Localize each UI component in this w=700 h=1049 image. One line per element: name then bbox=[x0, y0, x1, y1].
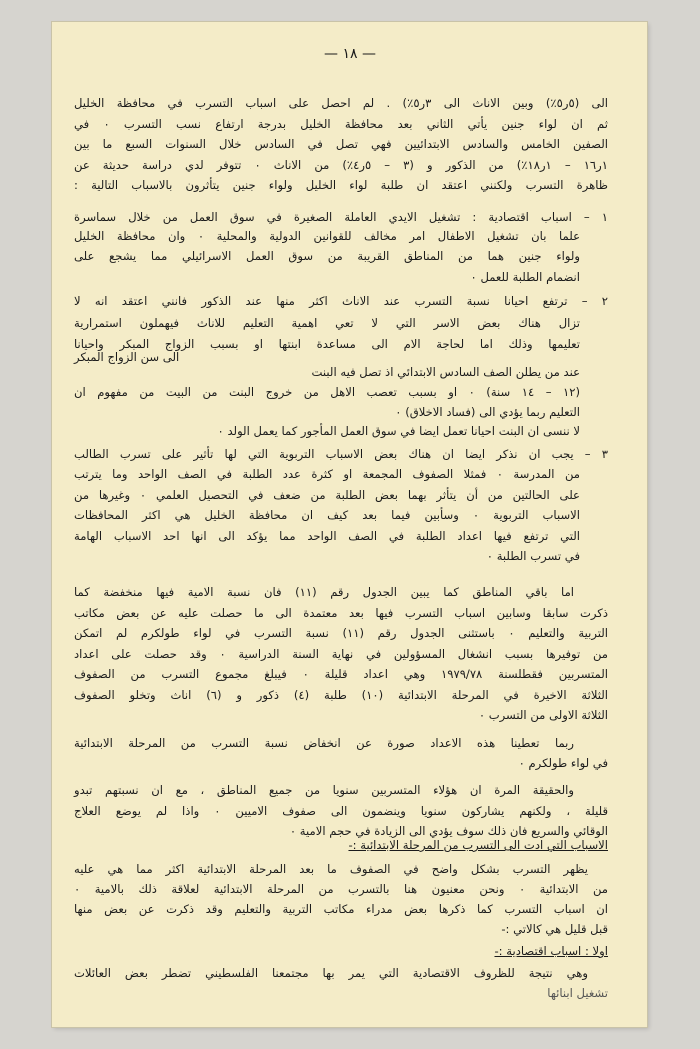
text-line: المتسربين فقطلسنة ١٩٧٩/٧٨ وهي اعداد قليلة ٠ فيبلغ مجموع التسرب من الصفوف bbox=[74, 667, 608, 681]
text-line: ٢ – ترتفع احيانا نسبة التسرب عند الاناث اكثر منها عند الذكور فانني اعتقد انه لا bbox=[74, 294, 608, 308]
text-line: علما بان تشغيل الاطفال امر مخالف للقوانين الدولية والمحلية ٠ وان محافظة الخليل bbox=[74, 229, 580, 243]
text-line: التي ترتفع فيها اعداد الطلبة في الصف الواحد مما يؤكد الى انها احد الاسباب الهامة bbox=[74, 529, 580, 543]
text-line: ذكرت سابقا وسابين اسباب التسرب فيها بعد معتمدة الى ما حصلت عليه عن بعض مكاتب bbox=[74, 606, 608, 620]
text-line: (١٢ – ١٤ سنة) ٠ او بسبب تعصب الاهل من خروج البنت من البيت من مفهوم ان bbox=[74, 385, 581, 399]
text-line: قليلة ، ولكنهم يشاركون سنويا وينضمون الى صفوف الاميين ٠ واذا لم يوضع العلاج bbox=[74, 804, 608, 818]
text-line: الثلاثة الاولى من التسرب ٠ bbox=[478, 708, 608, 722]
text-line: ٣ – يجب ان نذكر ايضا ان هناك بعض الاسباب التربوية التي لها تأثير على تسرب الطالب bbox=[74, 447, 608, 461]
text-line: الى سن الزواج المبكر bbox=[74, 350, 180, 364]
text-line: ١ – اسباب اقتصادية : تشغيل الايدي العاملة الصغيرة في سوق العمل من خلال سماسرة bbox=[74, 210, 608, 224]
text-line: الثلاثة الاخيرة في المرحلة الابتدائية (١٠) طلبة (٤) ذكور و (٦) اناث وتخلو الصفوف bbox=[74, 688, 608, 702]
text-line: تشغيل ابنائها bbox=[547, 986, 608, 1000]
text-line: اما باقي المناطق كما يبين الجدول رقم (١١) فان نسبة الامية فيها منخفضة كما bbox=[74, 585, 575, 599]
text-line: ان اسباب التسرب كما ذكرها بعض مدراء مكاتب التربية والتعليم وقد ذكرت عن بعض منها bbox=[74, 902, 608, 916]
text-line: ١ر١٦ – ١ر١٨٪) من الذكور و (٣ – ٥ر٤٪) من الاناث ٠ تتوفر لدي دراسة حديثة عن bbox=[74, 158, 608, 172]
text-line: الصفين الخامس والسادس الابتدائيين فهي تصل في السادس خلال السنوات السبع ما بين bbox=[74, 137, 608, 151]
text-line: على الحالتين من أن يتأثر بهما بعض الطلبة من ضعف في التحصيل العلمي ٠ وغيرها من bbox=[74, 488, 580, 502]
text-line: الاسباب التربوية ٠ وسأبين فيما بعد كيف ان محافظة الخليل هي اكثر المحافظات bbox=[74, 508, 581, 522]
text-line: ثم ان لواء جنين يأتي الثاني بعد محافظة الخليل بدرجة ارتفاع نسب التسرب ٠ في bbox=[74, 117, 608, 131]
text-line: عند من يطلن الصف السادس الابتدائي اذ تصل فيه البنت bbox=[311, 365, 580, 379]
text-line: التعليم ربما يؤدي الى (فساد الاخلاق) ٠ bbox=[395, 405, 580, 419]
section-heading: الاسباب التي ادت الى التسرب من المرحلة الابتدائية :- bbox=[348, 838, 608, 852]
text-line: في لواء طولكرم ٠ bbox=[518, 756, 608, 770]
text-line: ولواء جنين هما من المناطق القريبة من سوق العمل الاسرائيلي مما يشجع على bbox=[74, 249, 580, 263]
text-line: والحقيقة المرة ان هؤلاء المتسربين سنويا من جميع المناطق ، مع ان نسبتهم تبدو bbox=[74, 783, 574, 797]
document-page bbox=[52, 22, 647, 1027]
text-line: قبل قليل هي كالاتي :- bbox=[501, 922, 608, 936]
text-line: ربما تعطينا هذه الاعداد صورة عن انخفاض نسبة التسرب من المرحلة الابتدائية bbox=[74, 736, 574, 750]
text-line: من المدرسة ٠ فمثلا الصفوف المجمعة او كثرة عدد الطلبة في الصف الواحد وما يترتب bbox=[74, 467, 580, 481]
subsection-heading: اولا : اسباب اقتصادية :- bbox=[494, 944, 608, 958]
text-line: في تسرب الطلبة ٠ bbox=[486, 549, 580, 563]
text-line: تعليمها وذلك اما لحاجة الام الى مساعدة ابنتها او بسبب الزواج المبكر واحيانا bbox=[74, 337, 580, 351]
text-line: انضمام الطلبة للعمل ٠ bbox=[470, 270, 580, 284]
text-line: من الابتدائية ٠ ونحن معنيون هنا بالتسرب من المرحلة الابتدائية لعلاقة ذلك بالامية ٠ bbox=[74, 882, 608, 896]
text-line: وهي نتيجة للظروف الاقتصادية التي يمر بها مجتمعنا الفلسطيني تضطر بعض العائلات bbox=[74, 966, 588, 980]
text-line: يظهر التسرب بشكل واضح في الصفوف ما بعد المرحلة الابتدائية اكثر مما هي عليه bbox=[74, 862, 588, 876]
text-line: تزال هناك بعض الاسر التي لا تعي اهمية التعليم للاناث فيهملون استمرارية bbox=[74, 316, 580, 330]
text-line: التربية والتعليم ٠ باستثنى الجدول رقم (١١) نسبة التسرب في لواء طولكرم لم اتمكن bbox=[74, 626, 608, 640]
text-line: الوقائي والسريع فان ذلك سوف يؤدي الى الزيادة في حجم الامية ٠ bbox=[289, 824, 608, 838]
text-line: من توفيرها بسبب انشغال المسؤولين في نهاية السنة الدراسية ٠ وقد حصلت على اعداد bbox=[74, 647, 608, 661]
text-line: الى (٥ر٥٪) وبين الاناث الى ٣ر٥٪) . لم احصل على اسباب التسرب في محافظة الخليل bbox=[74, 96, 608, 110]
text-line: لا ننسى ان البنت احيانا تعمل ايضا في سوق العمل المأجور كما يعمل الولد ٠ bbox=[217, 424, 580, 438]
page-number: — ١٨ — bbox=[324, 46, 376, 62]
text-line: ظاهرة التسرب ولكنني اعتقد ان طلبة لواء الخليل ولواء جنين يتأثرون بالاسباب التالية : bbox=[74, 178, 608, 192]
